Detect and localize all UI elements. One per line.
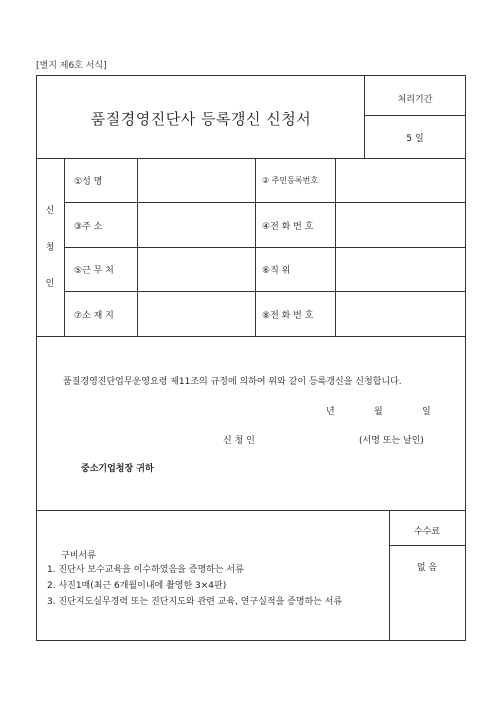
applicant-side-char-2: 청 bbox=[45, 243, 55, 253]
processing-period-value: 5 일 bbox=[406, 134, 424, 144]
address-field[interactable] bbox=[138, 203, 254, 246]
fee-column-line bbox=[389, 510, 390, 641]
required-document-item-1: 1. 진단사 보수교육을 이수하였음을 증명하는 서류 bbox=[47, 565, 244, 575]
processing-period-label: 처리기간 bbox=[397, 95, 433, 105]
name-field[interactable] bbox=[138, 159, 254, 201]
processing-divider bbox=[364, 115, 466, 116]
resident-number-label: ② 주민등록번호 bbox=[262, 176, 319, 185]
application-form bbox=[36, 75, 466, 641]
fee-value: 없 음 bbox=[416, 563, 438, 573]
docs-top-line bbox=[37, 510, 465, 511]
grid-bottom-line bbox=[37, 336, 465, 337]
phone-label: ④전 화 번 호 bbox=[262, 222, 314, 232]
applicant-side-char-1: 신 bbox=[45, 206, 55, 216]
address-label: ③주 소 bbox=[74, 222, 103, 232]
required-document-item-2: 2. 사진1매(최근 6개월이내에 촬영한 3×4판) bbox=[47, 581, 227, 591]
resident-number-field[interactable] bbox=[336, 159, 464, 201]
fee-divider bbox=[389, 545, 465, 546]
signature-note: (서명 또는 날인) bbox=[359, 436, 424, 446]
workplace-field[interactable] bbox=[138, 248, 254, 290]
location-label: ⑦소 재 지 bbox=[74, 311, 114, 321]
date-year: 년 bbox=[326, 407, 335, 417]
form-number-label: [별지 제6호 서식] bbox=[36, 61, 107, 71]
date-month: 월 bbox=[374, 407, 383, 417]
position-label: ⑥직 위 bbox=[262, 266, 291, 276]
required-document-item-3: 3. 진단지도실무경력 또는 진단지도와 관련 교육, 연구실적을 증명하는 서류 bbox=[47, 597, 343, 607]
date-day: 일 bbox=[422, 407, 431, 417]
form-title: 품질경영진단사 등록갱신 신청서 bbox=[90, 110, 312, 128]
fee-label: 수수료 bbox=[413, 527, 441, 537]
application-statement: 품질경영진단업무운영요령 제11조의 규정에 의하여 위와 같이 등록갱신을 신청합니다. bbox=[63, 377, 402, 387]
phone-field[interactable] bbox=[336, 203, 464, 246]
addressee: 중소기업청장 귀하 bbox=[81, 464, 154, 474]
workplace-phone-label: ⑧전 화 번 호 bbox=[262, 311, 314, 321]
applicant-signature-label: 신 청 인 bbox=[223, 436, 255, 446]
location-field[interactable] bbox=[138, 292, 254, 335]
applicant-side-char-3: 인 bbox=[45, 279, 55, 289]
name-label: ①성 명 bbox=[74, 177, 103, 187]
header-divider bbox=[364, 76, 365, 158]
required-documents-heading: 구비서류 bbox=[61, 551, 96, 561]
position-field[interactable] bbox=[336, 248, 464, 290]
workplace-label: ⑤근 무 처 bbox=[74, 266, 114, 276]
workplace-phone-field[interactable] bbox=[336, 292, 464, 335]
